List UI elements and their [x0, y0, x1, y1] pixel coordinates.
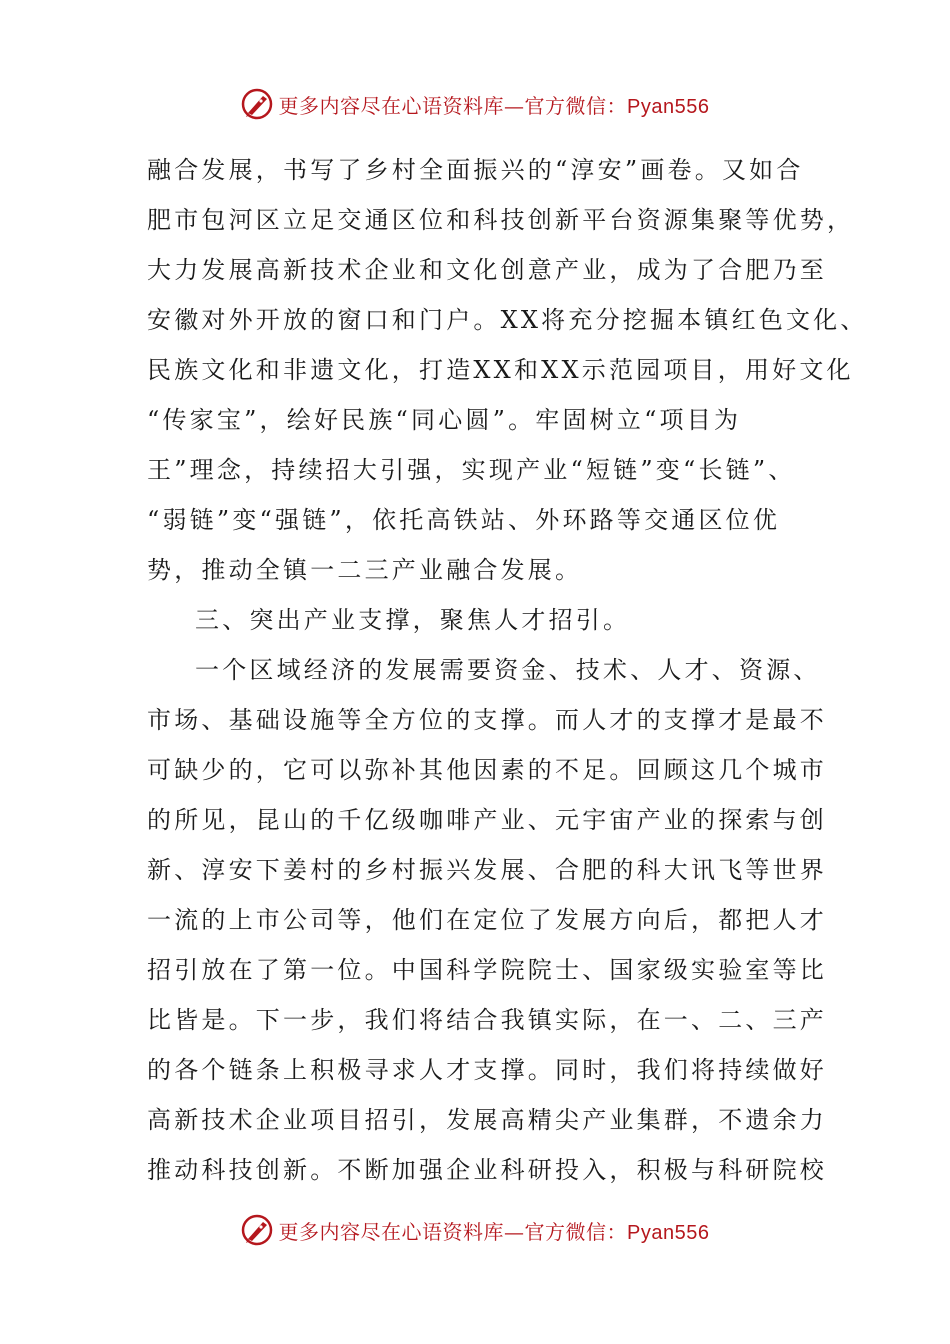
header-wechat-id: Pyan556 [627, 95, 710, 118]
body-line: “弱链”变“强链”，依托高铁站、外环路等交通区位优 [147, 506, 781, 534]
body-line: 的所见，昆山的千亿级咖啡产业、元宇宙产业的探索与创 [147, 806, 827, 834]
body-line: 融合发展，书写了乡村全面振兴的“淳安”画卷。又如合 [147, 156, 804, 184]
header-banner [0, 84, 950, 124]
body-line: 新、淳安下姜村的乡村振兴发展、合肥的科大讯飞等世界 [147, 856, 827, 884]
body-line: 的各个链条上积极寻求人才支撑。同时，我们将持续做好 [147, 1056, 827, 1084]
pen-logo-icon [241, 88, 273, 120]
pen-logo-icon [241, 1214, 273, 1246]
body-line: 势，推动全镇一二三产业融合发展。 [147, 556, 583, 584]
body-line: 高新技术企业项目招引，发展高精尖产业集群，不遗余力 [147, 1106, 827, 1134]
footer-banner-label: 更多内容尽在心语资料库—官方微信： [278, 1219, 628, 1244]
body-line: 推动科技创新。不断加强企业科研投入，积极与科研院校 [147, 1156, 827, 1184]
footer-banner-text [279, 1216, 710, 1245]
document-body [147, 145, 868, 1195]
footer-wechat-id: Pyan556 [627, 1221, 710, 1244]
body-line: 肥市包河区立足交通区位和科技创新平台资源集聚等优势， [147, 206, 855, 234]
body-line: 一流的上市公司等，他们在定位了发展方向后，都把人才 [147, 906, 827, 934]
header-banner-label: 更多内容尽在心语资料库—官方微信： [278, 93, 628, 118]
body-line: 王”理念，持续招大引强，实现产业“短链”变“长链”、 [147, 456, 796, 484]
body-line: 民族文化和非遗文化，打造XX和XX示范园项目，用好文化 [147, 356, 854, 384]
body-line: 市场、基础设施等全方位的支撑。而人才的支撑才是最不 [147, 706, 827, 734]
header-banner-text [279, 90, 710, 119]
body-line: “传家宝”，绘好民族“同心圆”。牢固树立“项目为 [147, 406, 742, 434]
footer-banner [0, 1210, 950, 1250]
body-line: 比皆是。下一步，我们将结合我镇实际，在一、二、三产 [147, 1006, 827, 1034]
body-line: 一个区域经济的发展需要资金、技术、人才、资源、 [195, 656, 821, 684]
body-line: 可缺少的，它可以弥补其他因素的不足。回顾这几个城市 [147, 756, 827, 784]
body-line: 安徽对外开放的窗口和门户。XX将充分挖掘本镇红色文化、 [147, 306, 868, 334]
body-line: 招引放在了第一位。中国科学院院士、国家级实验室等比 [147, 956, 827, 984]
section-heading: 三、突出产业支撑，聚焦人才招引。 [195, 606, 631, 634]
body-line: 大力发展高新技术企业和文化创意产业，成为了合肥乃至 [147, 256, 827, 284]
